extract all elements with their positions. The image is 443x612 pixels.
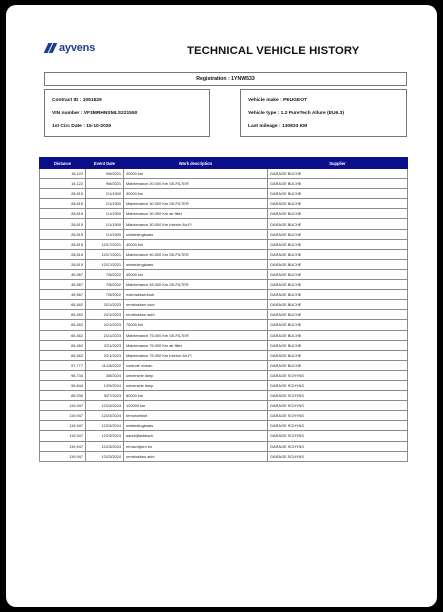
vin-number: VIN number : VF3MRHNSMLS221550 <box>52 111 138 116</box>
event-date-cell: 11/15/2022 <box>86 360 124 370</box>
distance-cell: 119,947 <box>40 431 86 441</box>
work-description-cell: universele lamp <box>124 380 268 390</box>
event-date-cell: 2/21/2023 <box>86 330 124 340</box>
table-row <box>40 300 408 310</box>
table-row <box>40 179 408 189</box>
supplier-cell: GARAGE SCHYNS <box>268 380 408 390</box>
work-description-cell: 75000 km <box>124 320 268 330</box>
event-date-cell: 12/17/2021 <box>86 259 124 269</box>
distance-cell: 45,967 <box>40 290 86 300</box>
distance-cell: 65,462 <box>40 340 86 350</box>
distance-cell: 85,930 <box>40 391 86 401</box>
supplier-cell: GARAGE SCHYNS <box>268 431 408 441</box>
event-date-cell: 12/23/2024 <box>86 441 124 451</box>
supplier-cell: GARAGE BUCHE <box>268 280 408 290</box>
supplier-cell: GARAGE SCHYNS <box>268 451 408 461</box>
table-row <box>40 199 408 209</box>
table-header-row <box>40 158 408 169</box>
supplier-cell: GARAGE SCHYNS <box>268 401 408 411</box>
distance-cell: 119,947 <box>40 411 86 421</box>
page-title: TECHNICAL VEHICLE HISTORY <box>187 45 360 57</box>
work-description-cell: controle niveau <box>124 360 268 370</box>
supplier-cell: GARAGE BUCHE <box>268 239 408 249</box>
distance-cell: 119,947 <box>40 451 86 461</box>
event-date-cell: 2/21/2023 <box>86 320 124 330</box>
event-date-cell: 3/8/2024 <box>86 370 124 380</box>
distance-cell: 28,615 <box>40 259 86 269</box>
table-row <box>40 380 408 390</box>
table-row <box>40 310 408 320</box>
supplier-cell: GARAGE SCHYNS <box>268 411 408 421</box>
supplier-cell: GARAGE BUCHE <box>268 320 408 330</box>
work-description-cell: remblokken acht <box>124 451 268 461</box>
work-description-cell: universele lamp <box>124 370 268 380</box>
event-date-cell: 7/5/2022 <box>86 290 124 300</box>
supplier-cell: GARAGE BUCHE <box>268 229 408 239</box>
supplier-cell: GARAGE BUCHE <box>268 350 408 360</box>
distance-cell: 28,615 <box>40 189 86 199</box>
work-description-cell: Maintenance 75.000 Km air filter <box>124 340 268 350</box>
event-date-cell: 9/6/2021 <box>86 179 124 189</box>
work-description-cell: remblokken voor <box>124 300 268 310</box>
table-row <box>40 269 408 279</box>
work-description-cell: 120000 km <box>124 401 268 411</box>
event-date-cell: 2/21/2023 <box>86 310 124 320</box>
event-date-cell: 7/5/2022 <box>86 269 124 279</box>
work-description-cell: 40000 km <box>124 239 268 249</box>
work-description-cell: 45000 km <box>124 269 268 279</box>
event-date-cell: 2/21/2023 <box>86 340 124 350</box>
table-row <box>40 290 408 300</box>
table-row <box>40 219 408 229</box>
distance-cell: 28,615 <box>40 219 86 229</box>
work-description-cell: aandrijfasbesch <box>124 431 268 441</box>
supplier-cell: GARAGE BUCHE <box>268 199 408 209</box>
column-header-distance: Distance <box>40 158 86 169</box>
event-date-cell: 12/23/2024 <box>86 411 124 421</box>
table-row <box>40 189 408 199</box>
column-header-supplier: Supplier <box>268 158 408 169</box>
table-row <box>40 259 408 269</box>
document-page <box>6 5 437 607</box>
supplier-cell: GARAGE SCHYNS <box>268 370 408 380</box>
work-description-cell: Maintenance 30.000 Km OILFILTER <box>124 199 268 209</box>
supplier-cell: GARAGE BUCHE <box>268 330 408 340</box>
event-date-cell: 12/17/2021 <box>86 239 124 249</box>
table-row <box>40 451 408 461</box>
history-table <box>39 157 408 462</box>
distance-cell: 28,615 <box>40 249 86 259</box>
work-description-cell: 30000 km <box>124 189 268 199</box>
event-date-cell: 2/21/2023 <box>86 350 124 360</box>
supplier-cell: GARAGE BUCHE <box>268 209 408 219</box>
supplier-cell: GARAGE BUCHE <box>268 179 408 189</box>
event-date-cell: 1/29/2024 <box>86 380 124 390</box>
work-description-cell: 20000 km <box>124 169 268 179</box>
work-description-cell: 80000 km <box>124 391 268 401</box>
work-description-cell: ruitenwissersrub <box>124 290 268 300</box>
distance-cell: 65,462 <box>40 310 86 320</box>
distance-cell: 65,462 <box>40 350 86 360</box>
distance-cell: 65,462 <box>40 320 86 330</box>
work-description-cell: remschijven en <box>124 441 268 451</box>
work-description-cell: Maintenance 45.000 Km OILFILTER <box>124 280 268 290</box>
event-date-cell: 12/17/2021 <box>86 249 124 259</box>
work-description-cell: ontstekingkaars <box>124 229 268 239</box>
event-date-cell: 12/23/2024 <box>86 421 124 431</box>
table-row <box>40 249 408 259</box>
event-date-cell: 1/1/1900 <box>86 209 124 219</box>
distance-cell: 28,615 <box>40 239 86 249</box>
work-description-cell: Maintenance 30.000 Km Interior Air-Fi <box>124 219 268 229</box>
event-date-cell: 2/21/2023 <box>86 300 124 310</box>
work-description-cell: Maintenance 20.000 Km OILFILTER <box>124 179 268 189</box>
supplier-cell: GARAGE SCHYNS <box>268 441 408 451</box>
table-row <box>40 239 408 249</box>
work-description-cell: Maintenance 75.000 Km Interior Air-Fi <box>124 350 268 360</box>
work-description-cell: ontstekingkaars <box>124 421 268 431</box>
supplier-cell: GARAGE BUCHE <box>268 189 408 199</box>
supplier-cell: GARAGE SCHYNS <box>268 391 408 401</box>
distance-cell: 119,947 <box>40 441 86 451</box>
event-date-cell: 1/1/1900 <box>86 229 124 239</box>
work-description-cell: Maintenance 75.000 Km OILFILTER <box>124 330 268 340</box>
table-row <box>40 330 408 340</box>
supplier-cell: GARAGE BUCHE <box>268 169 408 179</box>
brand-mark-icon <box>44 43 57 53</box>
work-description-cell: ontstekingkaars <box>124 259 268 269</box>
supplier-cell: GARAGE BUCHE <box>268 360 408 370</box>
distance-cell: 45,967 <box>40 280 86 290</box>
registration-box: Registration : 1YNW533 <box>44 72 407 86</box>
event-date-cell: 1/1/1900 <box>86 199 124 209</box>
distance-cell: 28,615 <box>40 199 86 209</box>
supplier-cell: GARAGE BUCHE <box>268 340 408 350</box>
table-row <box>40 280 408 290</box>
column-header-event-date: Event Date <box>86 158 124 169</box>
first-circ-date: 1st Circ Date : 15-10-2020 <box>52 124 112 129</box>
table-row <box>40 421 408 431</box>
table-row <box>40 320 408 330</box>
work-description-cell: Maintenance 30.000 Km air filter <box>124 209 268 219</box>
event-date-cell: 7/5/2022 <box>86 280 124 290</box>
table-row <box>40 360 408 370</box>
event-date-cell: 12/23/2024 <box>86 431 124 441</box>
last-mileage: Last mileage : 130833 KM <box>248 124 308 129</box>
event-date-cell: 1/1/1900 <box>86 189 124 199</box>
supplier-cell: GARAGE BUCHE <box>268 300 408 310</box>
distance-cell: 28,615 <box>40 229 86 239</box>
table-row <box>40 391 408 401</box>
table-row <box>40 229 408 239</box>
distance-cell: 98,734 <box>40 370 86 380</box>
supplier-cell: GARAGE BUCHE <box>268 249 408 259</box>
distance-cell: 96,844 <box>40 380 86 390</box>
table-row <box>40 401 408 411</box>
distance-cell: 57,777 <box>40 360 86 370</box>
work-description-cell: remblokken acht <box>124 310 268 320</box>
table-body <box>40 169 408 462</box>
vehicle-make: Vehicle make : PEUGEOT <box>248 98 307 103</box>
table-row <box>40 340 408 350</box>
table-row <box>40 370 408 380</box>
distance-cell: 65,462 <box>40 300 86 310</box>
vehicle-info-box <box>240 89 407 137</box>
table-row <box>40 431 408 441</box>
event-date-cell: 9/27/2023 <box>86 391 124 401</box>
work-description-cell: remvloeistof <box>124 411 268 421</box>
contract-id: Contract ID : 1051529 <box>52 98 102 103</box>
distance-cell: 28,615 <box>40 209 86 219</box>
supplier-cell: GARAGE SCHYNS <box>268 421 408 431</box>
brand-name: ayvens <box>59 42 96 54</box>
work-description-cell: Maintenance 40.000 Km OILFILTER <box>124 249 268 259</box>
event-date-cell: 12/23/2024 <box>86 451 124 461</box>
supplier-cell: GARAGE BUCHE <box>268 259 408 269</box>
distance-cell: 65,462 <box>40 330 86 340</box>
table-row <box>40 209 408 219</box>
contract-info-box <box>44 89 210 137</box>
column-header-work-description: Work description <box>124 158 268 169</box>
distance-cell: 16,122 <box>40 179 86 189</box>
supplier-cell: GARAGE BUCHE <box>268 269 408 279</box>
table-row <box>40 441 408 451</box>
distance-cell: 45,967 <box>40 269 86 279</box>
brand-logo <box>44 42 95 54</box>
event-date-cell: 1/1/1900 <box>86 219 124 229</box>
supplier-cell: GARAGE BUCHE <box>268 219 408 229</box>
vehicle-type: Vehicle type : 1.2 PureTech Allure (EU6.3) <box>248 111 344 116</box>
table-row <box>40 169 408 179</box>
event-date-cell: 9/6/2021 <box>86 169 124 179</box>
supplier-cell: GARAGE BUCHE <box>268 310 408 320</box>
table-row <box>40 350 408 360</box>
distance-cell: 119,947 <box>40 421 86 431</box>
distance-cell: 16,122 <box>40 169 86 179</box>
distance-cell: 119,947 <box>40 401 86 411</box>
event-date-cell: 12/23/2024 <box>86 401 124 411</box>
supplier-cell: GARAGE BUCHE <box>268 290 408 300</box>
table-row <box>40 411 408 421</box>
